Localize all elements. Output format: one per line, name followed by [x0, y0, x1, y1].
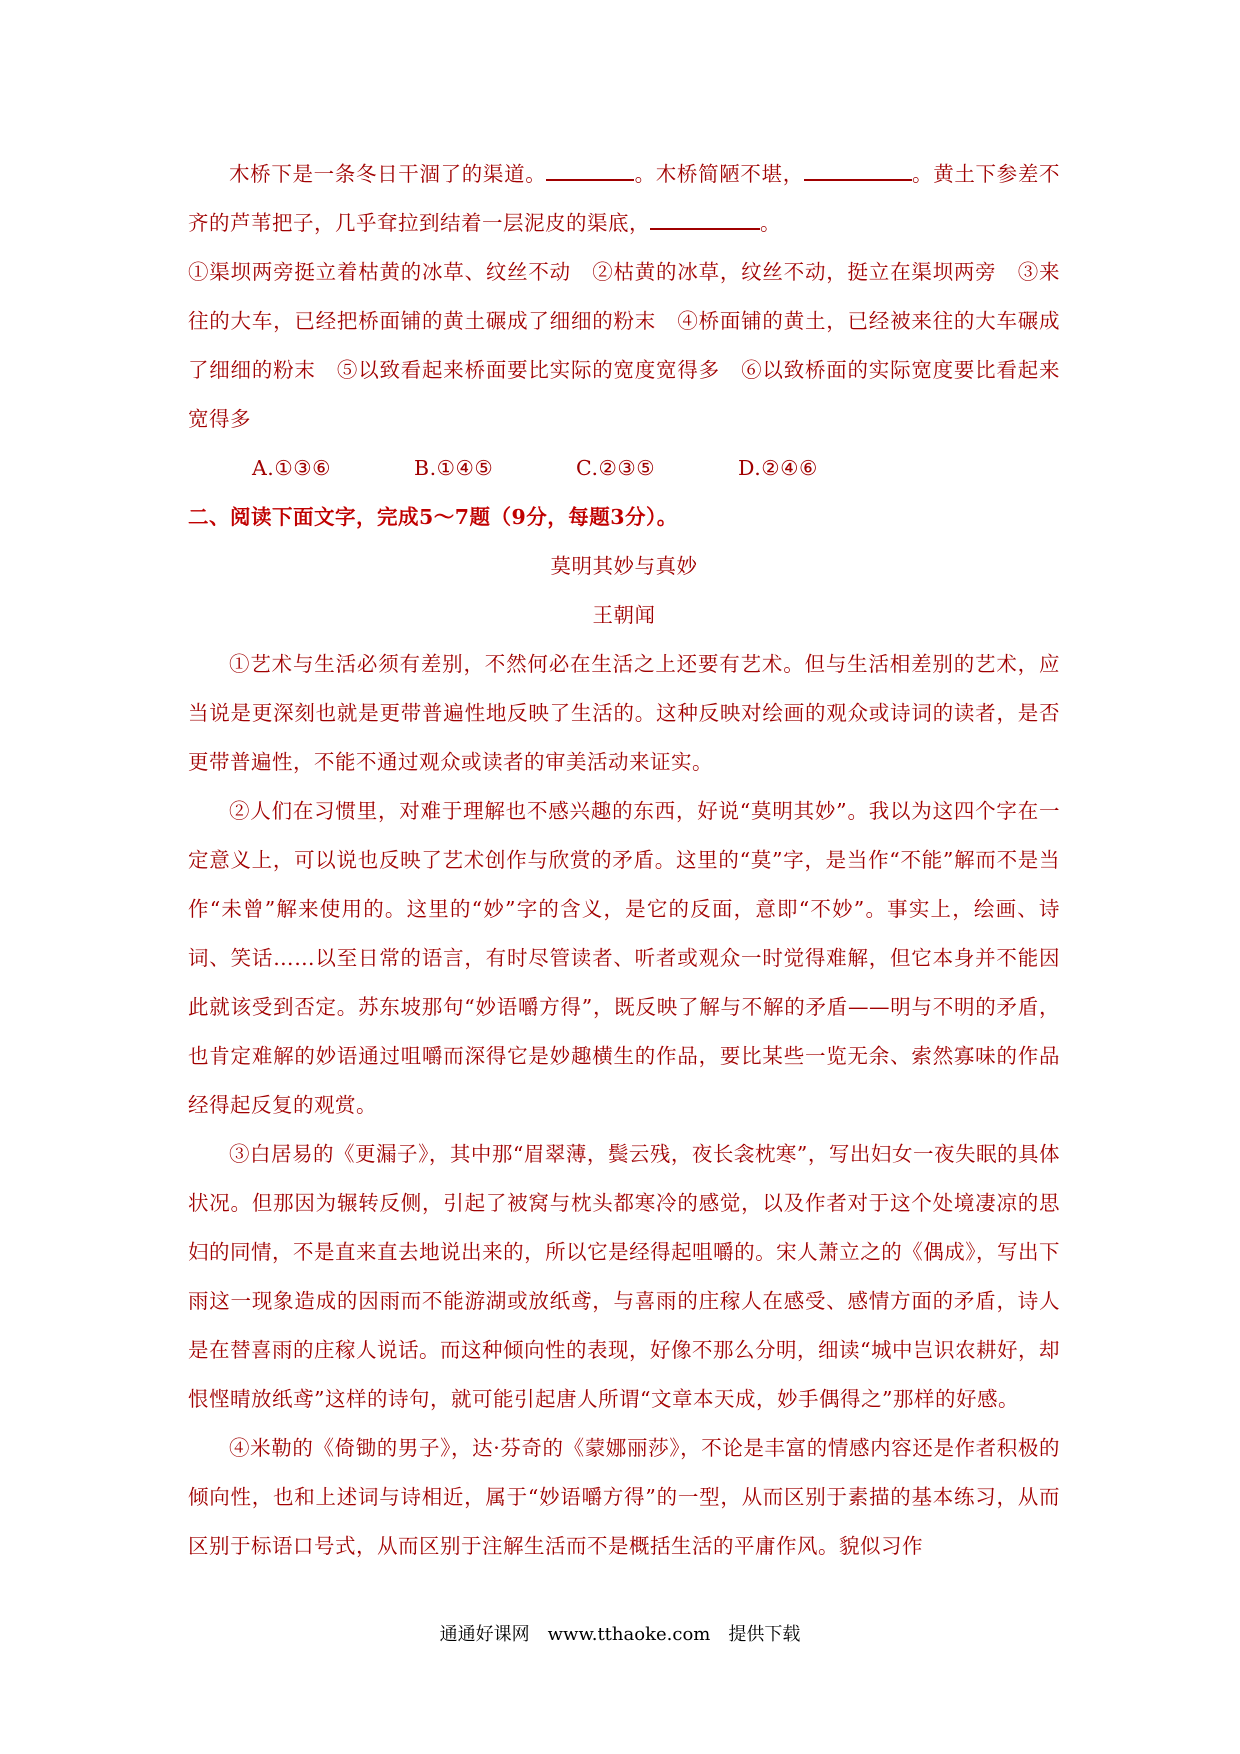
- option-b: B.①④⑤: [414, 456, 494, 480]
- paragraph-1: ①艺术与生活必须有差别，不然何必在生活之上还要有艺术。但与生活相差别的艺术，应当说是更深刻也就是更带普遍性地反映了生活的。这种反映对绘画的观众或诗词的读者，是否更带普遍性，不能不通过观众或读者的审美活动来证实。: [188, 652, 1060, 774]
- q4-text-1: 木桥下是一条冬日干涸了的渠道。: [229, 162, 547, 186]
- option-a: A.①③⑥: [252, 456, 331, 480]
- section-heading: 二、阅读下面文字，完成5～7题（9分，每题3分）。: [188, 505, 678, 529]
- answer-blank-2: [804, 159, 912, 182]
- option-c: C.②③⑤: [576, 456, 656, 480]
- paragraph-3: ③白居易的《更漏子》，其中那“眉翠薄，鬓云残，夜长衾枕寒”，写出妇女一夜失眠的具体状况。但那因为辗转反侧，引起了被窝与枕头都寒冷的感觉，以及作者对于这个处境凄凉的思妇的同情，不是直来直去地说出来的，所以它是经得起咀嚼的。宋人萧立之的《偶成》，写出下雨这一现象造成的因雨而不能游湖或放纸鸢，与喜雨的庄稼人在感受、感情方面的矛盾，诗人是在替喜雨的庄稼人说话。而这种倾向性的表现，好像不那么分明，细读“城中岂识农耕好，却恨悭晴放纸鸢”这样的诗句，就可能引起唐人所谓“文章本天成，妙手偶得之”那样的好感。: [188, 1142, 1060, 1411]
- q4-text-2: 。木桥简陋不堪，: [634, 162, 804, 186]
- article-author: 王朝闻: [592, 603, 656, 627]
- answer-blank-3: [650, 208, 760, 231]
- question-4-choices: ①渠坝两旁挺立着枯黄的冰草、纹丝不动 ②枯黄的冰草，纹丝不动，挺立在渠坝两旁 ③来往的大车，已经把桥面铺的黄土碾成了细细的粉末 ④桥面铺的黄土，已经被来往的大车碾成了细细的粉末 ⑤以致看起来桥面要比实际的宽度宽得多 ⑥以致桥面的实际宽度要比看起来宽得多: [188, 260, 1060, 431]
- article-title: 莫明其妙与真妙: [550, 554, 698, 578]
- question-4-passage: [188, 150, 1060, 248]
- answer-blank-1: [546, 159, 634, 182]
- option-d: D.②④⑥: [738, 456, 818, 480]
- paragraph-4: ④米勒的《倚锄的男子》，达·芬奇的《蒙娜丽莎》，不论是丰富的情感内容还是作者积极的倾向性，也和上述词与诗相近，属于“妙语嚼方得”的一型，从而区别于素描的基本练习，从而区别于标语口号式，从而区别于注解生活而不是概括生活的平庸作风。貌似习作: [188, 1436, 1060, 1558]
- q4-text-3: 。黄土下参差不齐的芦苇把子，几乎耷拉到结着一层泥皮的渠底，: [188, 162, 1061, 235]
- document-body: [188, 150, 1060, 1571]
- paragraph-2: ②人们在习惯里，对难于理解也不感兴趣的东西，好说“莫明其妙”。我以为这四个字在一定意义上，可以说也反映了艺术创作与欣赏的矛盾。这里的“莫”字，是当作“不能”解而不是当作“未曾”解来使用的。这里的“妙”字的含义，是它的反面，意即“不妙”。事实上，绘画、诗词、笑话……以至日常的语言，有时尽管读者、听者或观众一时觉得难解，但它本身并不能因此就该受到否定。苏东坡那句“妙语嚼方得”，既反映了解与不解的矛盾——明与不明的矛盾，也肯定难解的妙语通过咀嚼而深得它是妙趣横生的作品，要比某些一览无余、索然寡味的作品经得起反复的观赏。: [188, 799, 1060, 1117]
- page-footer: 通通好课网 www.tthaoke.com 提供下载: [439, 1624, 801, 1645]
- answer-options: [188, 444, 1060, 493]
- q4-text-4: 。: [760, 211, 781, 235]
